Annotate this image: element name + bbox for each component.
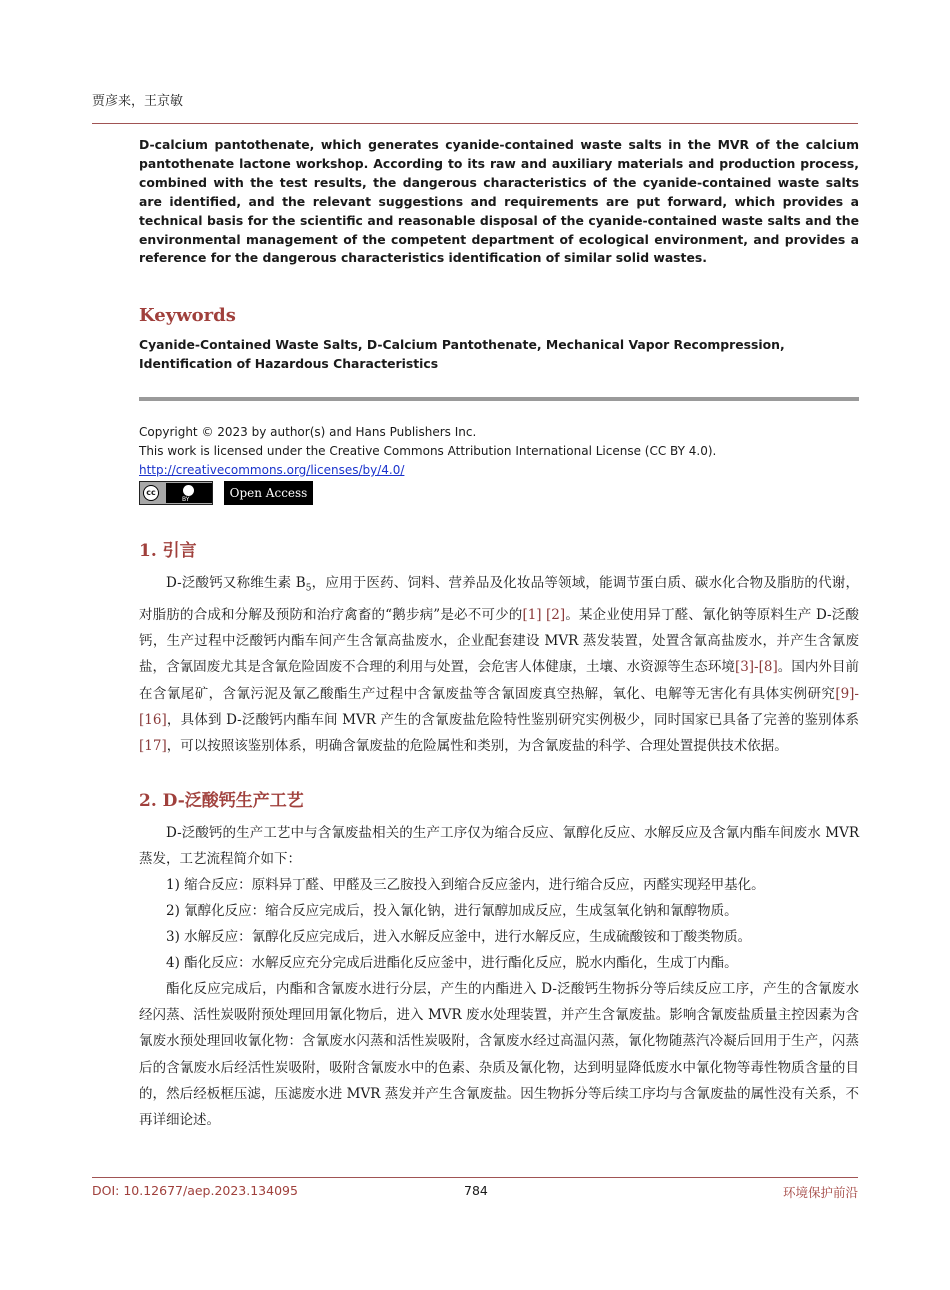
section-2-heading: 2. D-泛酸钙生产工艺: [139, 791, 304, 811]
abstract-continuation: D-calcium pantothenate, which generates cyanide-contained waste salts in the MVR of the calcium pantothenate lactone workshop. According to its raw and auxiliary materials and production process, combined with the test results, the dangerous characteristics of the cyanide-contained waste salts are identified, and the relevant suggestions and requirements are put forward, which provides a technical basis for the scientific and reasonable disposal of the cyanide-contained waste salts and the environmental management of the competent department of ecological environment, and provides a reference for the dangerous characteristics identification of similar solid wastes.: [139, 137, 859, 266]
keywords-heading: Keywords: [139, 305, 236, 326]
section-divider: [139, 397, 859, 401]
by-icon: [166, 483, 212, 503]
footer-doi: DOI: 10.12677/aep.2023.134095: [92, 1183, 298, 1198]
running-head-authors: 贾彦来，王京敏: [92, 94, 184, 109]
license-statement: This work is licensed under the Creative Commons Attribution International License (CC BY 4.0).: [139, 444, 717, 458]
citation-3-8[interactable]: [3]-[8]: [734, 659, 778, 676]
process-step-4: 4) 酯化反应：水解反应充分完成后进酯化反应釜中，进行酯化反应，脱水内酯化，生成丁内酯。: [166, 955, 738, 971]
section-2-closing: 酯化反应完成后，内酯和含氰废水进行分层，产生的内酯进入 D-泛酸钙生物拆分等后续反应工序，产生的含氰废水经闪蒸、活性炭吸附预处理回用氰化物后，进入 MVR 废水处理装置，并产生含氰废盐。影响含氰废盐质量主控因素为含氰废水预处理回收氰化物：含氰废水闪蒸和活性炭吸附，含氰废水经过高温闪蒸，氰化物随蒸汽冷凝后回用于生产，闪蒸后的含氰废水后经活性炭吸附，吸附含氰废水中的色素、杂质及氰化物，达到明显降低废水中氰化物等毒性物质含量的目的，然后经板框压滤，压滤废水进 MVR 蒸发并产生含氰废盐。因生物拆分等后续工序均与含氰废盐的属性没有关系，不再详细论述。: [139, 981, 859, 1129]
process-step-1: 1) 缩合反应：原料异丁醛、甲醛及三乙胺投入到缩合反应釜内，进行缩合反应，丙醛实现羟甲基化。: [166, 877, 765, 893]
person-icon: [183, 485, 194, 496]
by-label: BY: [182, 496, 190, 503]
header-divider: [92, 123, 858, 124]
open-access-badge: Open Access: [224, 481, 313, 505]
cc-by-badge[interactable]: [139, 481, 213, 505]
footer-divider: [92, 1177, 858, 1178]
citation-17[interactable]: [17]: [139, 737, 167, 754]
license-link[interactable]: http://creativecommons.org/licenses/by/4.0/: [139, 463, 405, 477]
citation-9-16[interactable]: [9]-[16]: [139, 685, 859, 728]
section-2-intro: D-泛酸钙的生产工艺中与含氰废盐相关的生产工序仅为缩合反应、氰醇化反应、水解反应及含氰内酯车间废水 MVR 蒸发，工艺流程简介如下：: [139, 825, 859, 868]
section-1-heading: 1. 引言: [139, 541, 197, 561]
page-number: 784: [464, 1183, 488, 1198]
copyright-line: Copyright © 2023 by author(s) and Hans Publishers Inc.: [139, 425, 477, 439]
journal-name: 环境保护前沿: [782, 1185, 858, 1200]
process-step-2: 2) 氰醇化反应：缩合反应完成后，投入氰化钠，进行氰醇加成反应，生成氢氧化钠和氰醇物质。: [166, 903, 738, 919]
keywords-text: Cyanide-Contained Waste Salts, D-Calcium Pantothenate, Mechanical Vapor Recompression, Identification of Hazardous Characteristics: [139, 337, 785, 371]
cc-icon: cc: [143, 485, 159, 501]
citation-1-2[interactable]: [1] [2]: [522, 606, 566, 623]
process-step-3: 3) 水解反应：氰醇化反应完成后，进入水解反应釜中，进行水解反应，生成硫酸铵和丁酸类物质。: [166, 929, 752, 945]
license-block: [139, 423, 859, 480]
section-1-paragraph: D-泛酸钙又称维生素 $B_5$，应用于医药、饲料、营养品及化妆品等领域，能调节蛋白质、碳水化合物及脂肪的代谢，对脂肪的合成和分解及预防和治疗禽畜的“鹅步病”是必不可少的[1] [2]。某企业使用异丁醛、氰化钠等原料生产 D-泛酸钙，生产过程中泛酸钙内酯车间产生含氰高盐废水，企业配套建设 MVR 蒸发装置，处置含氰高盐废水，并产生含氰废盐，含氰固废尤其是含氰危险固废不合理的利用与处置，会危害人体健康，土壤、水资源等生态环境[3]-[8]。国内外目前在含氰尾矿，含氰污泥及氰乙酸酯生产过程中含氰废盐等含氰固废真空热解，氧化、电解等无害化有具体实例研究[9]-[16]，具体到 D-泛酸钙内酯车间 MVR 产生的含氰废盐危险特性鉴别研究实例极少，同时国家已具备了完善的鉴别体系[17]，可以按照该鉴别体系，明确含氰废盐的危险属性和类别，为含氰废盐的科学、合理处置提供技术依据。: [139, 575, 860, 754]
